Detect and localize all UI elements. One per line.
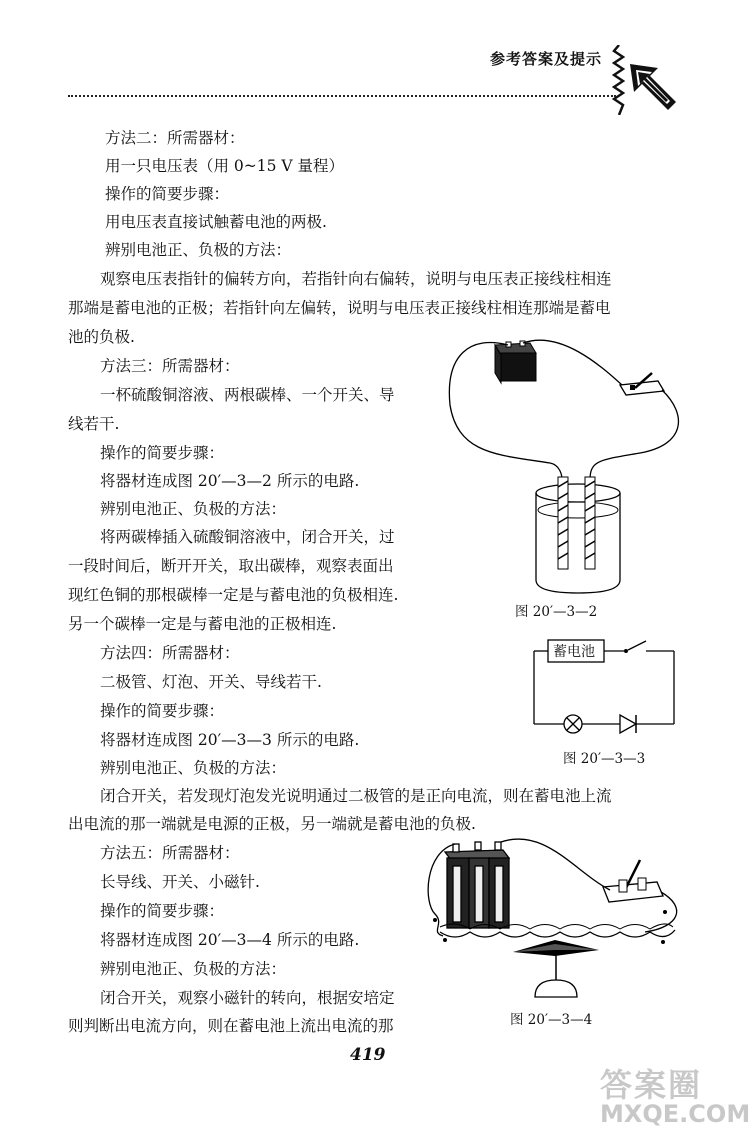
battery-label: 蓄电池 bbox=[553, 644, 595, 660]
text-line: 方法三：所需器材： bbox=[100, 357, 240, 375]
text-line: 将器材连成图 20′—3—2 所示的电路. bbox=[100, 472, 360, 490]
text-line: 操作的简要步骤： bbox=[100, 444, 225, 462]
header-dotted-rule bbox=[68, 95, 616, 97]
text-line: 长导线、开关、小磁针. bbox=[100, 873, 260, 891]
text-line: 将器材连成图 20′—3—4 所示的电路. bbox=[100, 931, 360, 949]
text-line: 一段时间后，断开开关，取出碳棒，观察表面出 bbox=[68, 557, 394, 575]
text-line: 二极管、灯泡、开关、导线若干. bbox=[100, 673, 322, 691]
figure-caption: 图 20′—3—3 bbox=[563, 751, 646, 767]
text-line: 用电压表直接试触蓄电池的两极. bbox=[105, 213, 327, 231]
text-line: 出电流的那一端就是电源的正极，另一端就是蓄电池的负极. bbox=[68, 815, 476, 833]
figure-caption: 图 20′—3—2 bbox=[515, 604, 598, 620]
text-line: 那端是蓄电池的正极；若指针向左偏转，说明与电压表正接线柱相连那端是蓄电 bbox=[68, 299, 611, 317]
text-line: 一杯硫酸铜溶液、两根碳棒、一个开关、导 bbox=[100, 386, 395, 404]
running-header-title: 参考答案及提示 bbox=[490, 50, 603, 68]
text-line: 方法二：所需器材： bbox=[105, 129, 245, 147]
text-line: 辨别电池正、负极的方法： bbox=[105, 241, 292, 259]
text-line: 池的负极. bbox=[68, 328, 135, 346]
watermark-logo bbox=[600, 1060, 750, 1128]
figure-caption: 图 20′—3—4 bbox=[510, 1012, 593, 1028]
text-line: 辨别电池正、负极的方法： bbox=[100, 960, 287, 978]
text-line: 辨别电池正、负极的方法： bbox=[100, 500, 287, 518]
text-line: 方法五：所需器材： bbox=[100, 844, 240, 862]
text-line: 操作的简要步骤： bbox=[100, 902, 225, 920]
text-line: 另一个碳棒一定是与蓄电池的正极相连. bbox=[68, 615, 337, 633]
watermark-line2: MXQE.COM bbox=[600, 1100, 750, 1128]
text-line: 将器材连成图 20′—3—3 所示的电路. bbox=[100, 731, 360, 749]
text-line: 操作的简要步骤： bbox=[100, 702, 225, 720]
text-line: 闭合开关，观察小磁针的转向，根据安培定 bbox=[100, 989, 395, 1007]
zigzag-decoration-icon bbox=[612, 45, 626, 115]
figure-20-3-2-diagram bbox=[440, 335, 690, 600]
figure-20-3-3-circuit bbox=[528, 636, 680, 738]
text-line: 则判断出电流方向，则在蓄电池上流出电流的那 bbox=[68, 1017, 394, 1035]
figure-20-3-4-diagram bbox=[425, 832, 690, 1002]
text-line: 操作的简要步骤： bbox=[105, 185, 230, 203]
text-line: 方法四：所需器材： bbox=[100, 644, 240, 662]
page-number: 419 bbox=[350, 1045, 386, 1065]
text-line: 用一只电压表（用 0~15 V 量程） bbox=[105, 157, 345, 175]
text-line: 将两碳棒插入硫酸铜溶液中，闭合开关，过 bbox=[100, 528, 395, 546]
text-line: 现红色铜的那根碳棒一定是与蓄电池的负极相连. bbox=[68, 586, 399, 604]
arrow-up-left-icon bbox=[628, 62, 678, 112]
text-line: 线若干. bbox=[68, 415, 120, 433]
text-line: 辨别电池正、负极的方法： bbox=[100, 759, 287, 777]
text-line: 观察电压表指针的偏转方向，若指针向右偏转，说明与电压表正接线柱相连 bbox=[100, 270, 612, 288]
text-line: 闭合开关，若发现灯泡发光说明通过二极管的是正向电流，则在蓄电池上流 bbox=[100, 787, 612, 805]
watermark-line1: 答案圈 bbox=[600, 1066, 703, 1104]
